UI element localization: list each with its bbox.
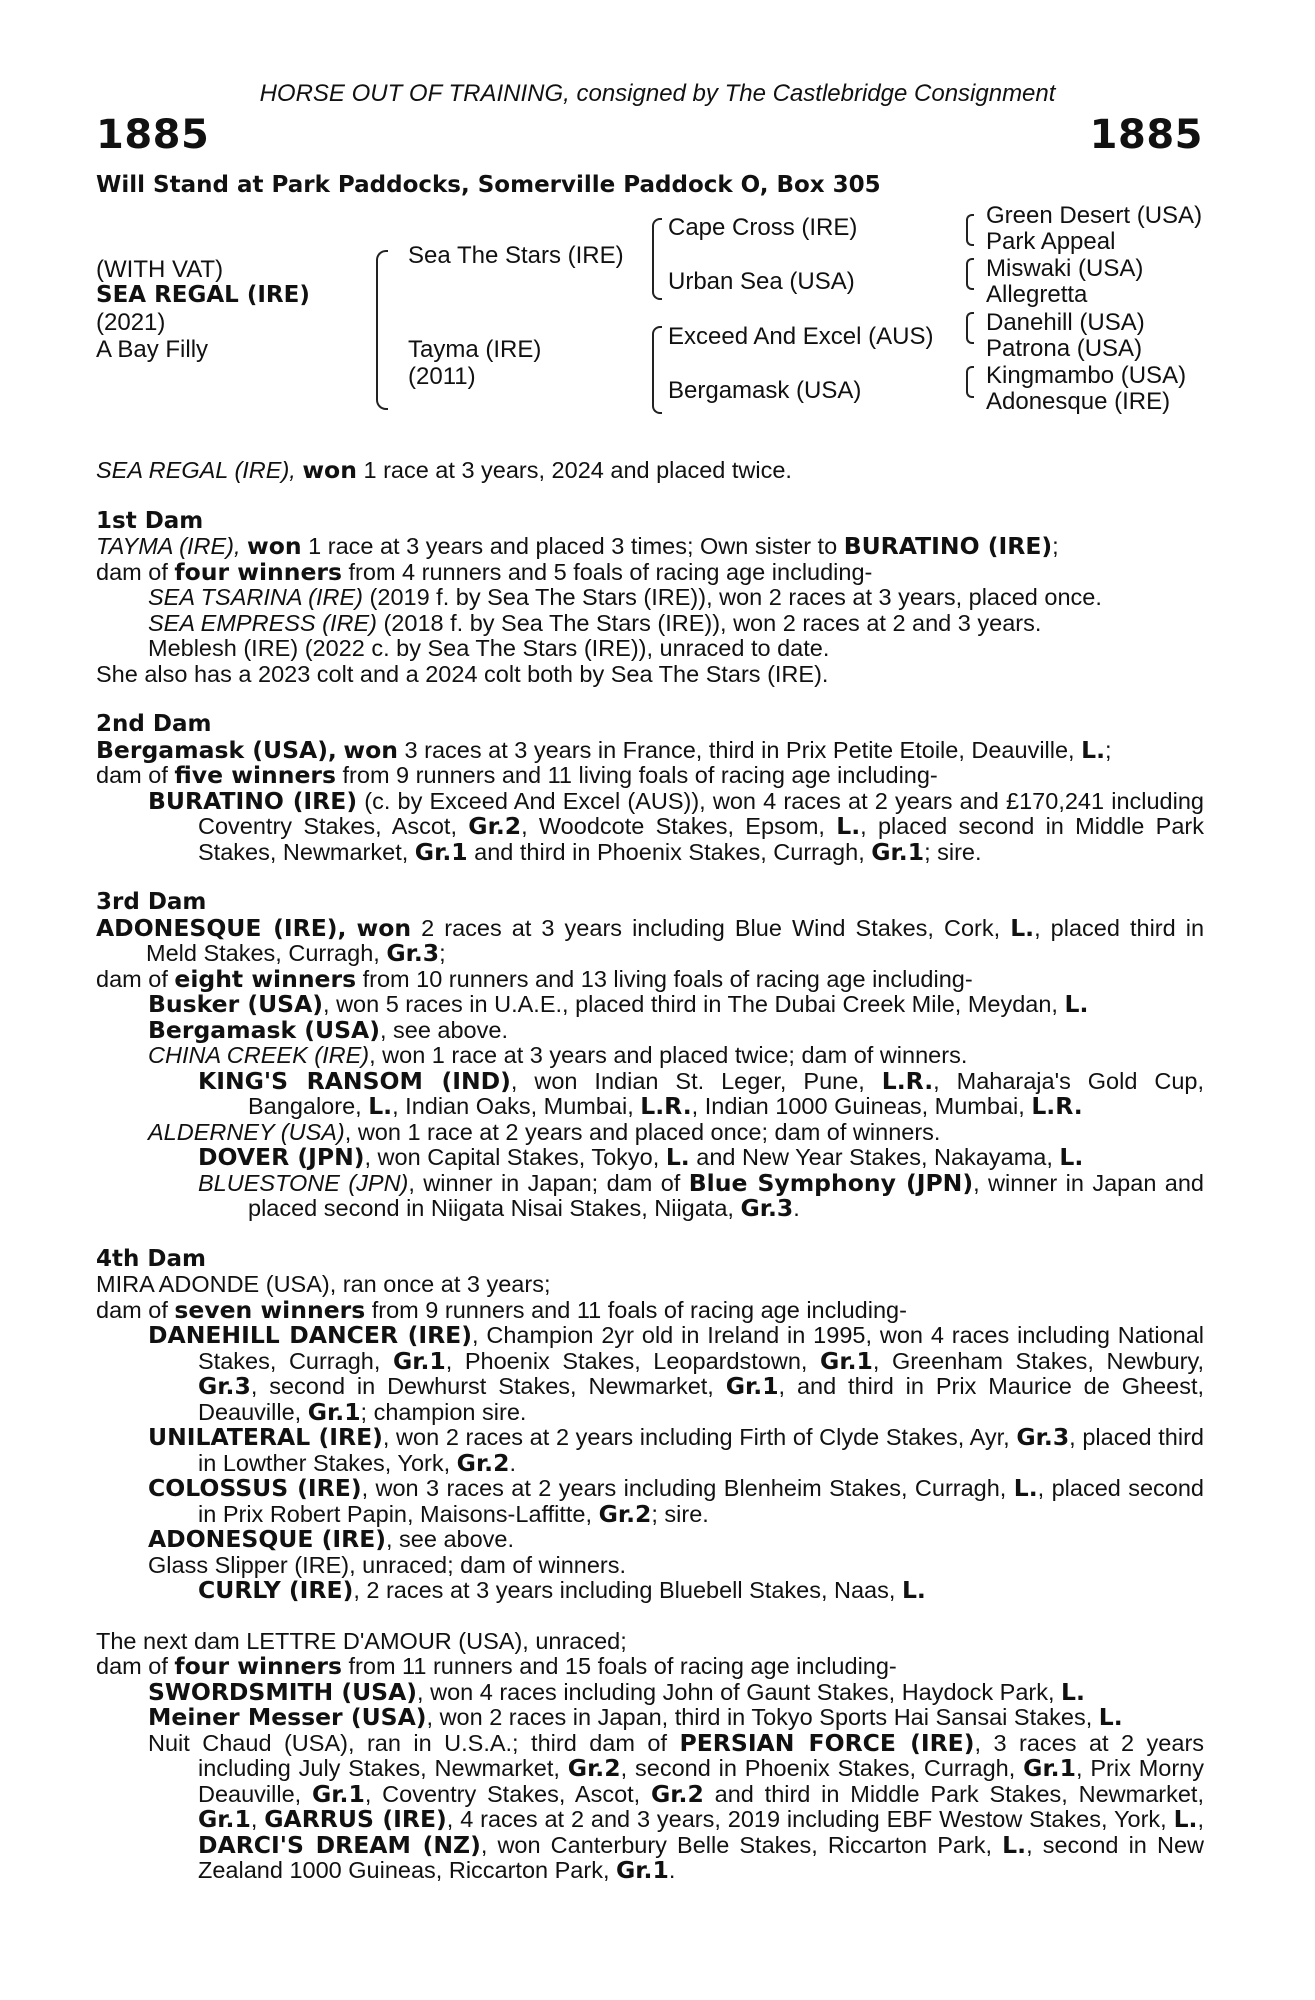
list-item: Bergamask (USA), see above. [148,1015,508,1044]
third-dam-line: ADONESQUE (IRE), won 2 races at 3 years including Blue Wind Stakes, Cork, L., placed third in Meld Stakes, Curragh, Gr.3; [96,913,1205,967]
pedigree-sss: Green Desert (USA) [986,202,1203,229]
list-item: UNILATERAL (IRE), won 2 races at 2 years including Firth of Clyde Stakes, Ayr, Gr.3, placed third in Lowther Stakes, York, Gr.2. [148,1423,1204,1477]
list-item: COLOSSUS (IRE), won 3 races at 2 years including Blenheim Stakes, Curragh, L., placed second in Prix Robert Papin, Maisons-Laffitte, Gr.2; sire. [148,1474,1204,1528]
list-item: CHINA CREEK (IRE), won 1 race at 3 years and placed twice; dam of winners. [148,1042,968,1068]
pedigree-dam: Tayma (IRE) [408,336,542,363]
fourth-dam-line: MIRA ADONDE (USA), ran once at 3 years; [96,1271,551,1297]
second-dam-heading: 2nd Dam [96,711,212,737]
pedigree-dds: Kingmambo (USA) [986,362,1187,389]
list-item: KING'S RANSOM (IND), won Indian St. Leger, Pune, L.R., Maharaja's Gold Cup, Bangalore, L., Indian Oaks, Mumbai, L.R., Indian 1000 Guineas, Mumbai, L.R. [198,1066,1205,1120]
list-item: ADONESQUE (IRE), see above. [148,1525,515,1553]
third-dam-heading: 3rd Dam [96,889,207,915]
pedigree-sire-dam: Urban Sea (USA) [668,268,855,295]
fourth-dam-heading: 4th Dam [96,1245,206,1272]
pedigree-dsd: Patrona (USA) [986,335,1143,362]
pedigree-sire-sire: Cape Cross (IRE) [668,214,858,241]
list-item: Nuit Chaud (USA), ran in U.S.A.; third dam of PERSIAN FORCE (IRE), 3 races at 2 years including July Stakes, Newmarket, Gr.2, second in Phoenix Stakes, Curragh, Gr.1, Prix Morny Deauville, Gr.1, Coventry Stakes, Ascot, Gr.2 and third in Middle Park Stakes, Newmarket, Gr.1, GARRUS (IRE), 4 races at 2 and 3 years, 2019 including EBF Westow Stakes, York, L., DARCI'S DREAM (NZ), won Canterbury Belle Stakes, Riccarton Park, L., second in New Zealand 1000 Guineas, Riccarton Park, Gr.1. [148,1728,1205,1884]
list-item: BLUESTONE (JPN), winner in Japan; dam of Blue Symphony (JPN), winner in Japan and placed second in Niigata Nisai Stakes, Niigata, Gr.3. [198,1168,1205,1222]
lot-number-right: 1885 [1089,112,1203,158]
pedigree-sds: Miswaki (USA) [986,255,1144,282]
brace-gen3-3 [966,312,974,344]
first-dam-line: TAYMA (IRE), won 1 race at 3 years and placed 3 times; Own sister to BURATINO (IRE); [96,532,1059,560]
pedigree-horse-name: SEA REGAL (IRE) [96,282,310,308]
pedigree-year: (2021) [96,309,166,336]
lot-number-left: 1885 [96,112,210,158]
pedigree-dam-sire: Exceed And Excel (AUS) [668,323,934,350]
next-dam-line: The next dam LETTRE D'AMOUR (USA), unraced; [96,1627,627,1654]
second-dam-line: Bergamask (USA), won 3 races at 3 years in France, third in Prix Petite Etoile, Deauville, L.; [96,735,1112,764]
list-item: Busker (USA), won 5 races in U.A.E., placed third in The Dubai Creek Mile, Meydan, L. [148,990,1089,1018]
pedigree-ddd: Adonesque (IRE) [986,388,1171,415]
list-item: DOVER (JPN), won Capital Stakes, Tokyo, L. and New Year Stakes, Nakayama, L. [198,1143,1084,1171]
list-item: BURATINO (IRE) (c. by Exceed And Excel (AUS)), won 4 races at 2 years and £170,241 including Coventry Stakes, Ascot, Gr.2, Woodcote Stakes, Epsom, L., placed second in Middle Park Stakes, Newmarket, Gr.1 and third in Phoenix Stakes, Curragh, Gr.1; sire. [148,786,1204,866]
pedigree-sdd: Allegretta [986,281,1088,308]
brace-gen3-4 [966,366,974,398]
list-item: DANEHILL DANCER (IRE), Champion 2yr old in Ireland in 1995, won 4 races including National Stakes, Curragh, Gr.1, Phoenix Stakes, Leopardstown, Gr.1, Greenham Stakes, Newbury, Gr.3, second in Dewhurst Stakes, Newmarket, Gr.1, and third in Prix Maurice de Gheest, Deauville, Gr.1; champion sire. [148,1321,1205,1426]
pedigree-ssd: Park Appeal [986,228,1116,255]
first-dam-heading: 1st Dam [96,507,204,534]
pedigree-sire: Sea The Stars (IRE) [408,242,624,269]
pedigree-dam-year: (2011) [408,363,476,390]
list-item: SWORDSMITH (USA), won 4 races including John of Gaunt Stakes, Haydock Park, L. [148,1677,1085,1706]
brace-dam-parents [652,326,662,414]
pedigree-dss: Danehill (USA) [986,309,1145,336]
pedigree-vat: (WITH VAT) [96,256,224,283]
pedigree-notes [96,458,1204,1884]
first-dam-produce-line: dam of four winners from 4 runners and 5 foals of racing age including- [96,557,873,586]
pedigree-dam-dam: Bergamask (USA) [668,377,862,404]
brace-gen3-2 [966,258,974,290]
pedigree-description: A Bay Filly [96,336,209,363]
list-item: Meiner Messer (USA), won 2 races in Japan, third in Tokyo Sports Hai Sansai Stakes, L. [148,1703,1123,1731]
race-summary: SEA REGAL (IRE), won 1 race at 3 years, 2024 and placed twice. [96,456,792,484]
brace-sire-dam [376,250,388,410]
list-item: CURLY (IRE), 2 races at 3 years including Bluebell Stakes, Naas, L. [198,1576,926,1604]
stand-location: Will Stand at Park Paddocks, Somerville Paddock O, Box 305 [96,172,881,198]
list-item: ALDERNEY (USA), won 1 race at 2 years and placed once; dam of winners. [148,1118,941,1145]
list-item: SEA TSARINA (IRE) (2019 f. by Sea The Stars (IRE)), won 2 races at 3 years, placed once. [148,584,1102,610]
third-dam-produce-line: dam of eight winners from 10 runners and 13 living foals of racing age including- [96,964,973,993]
consignment-header: HORSE OUT OF TRAINING, consigned by The Castlebridge Consignment [259,80,1056,107]
fourth-dam-produce-line: dam of seven winners from 9 runners and 11 foals of racing age including- [96,1295,907,1324]
list-item: SEA EMPRESS (IRE) (2018 f. by Sea The Stars (IRE)), won 2 races at 2 and 3 years. [148,609,1042,636]
brace-sire-parents [652,218,662,300]
next-dam-produce-line: dam of four winners from 11 runners and 15 foals of racing age including- [96,1652,897,1680]
first-dam-footer: She also has a 2023 colt and a 2024 colt both by Sea The Stars (IRE). [96,660,829,687]
second-dam-produce-line: dam of five winners from 9 runners and 11 living foals of racing age including- [96,761,938,789]
list-item: Glass Slipper (IRE), unraced; dam of winners. [148,1551,627,1578]
list-item: Meblesh (IRE) (2022 c. by Sea The Stars (IRE)), unraced to date. [148,635,830,661]
brace-gen3-1 [966,214,974,246]
